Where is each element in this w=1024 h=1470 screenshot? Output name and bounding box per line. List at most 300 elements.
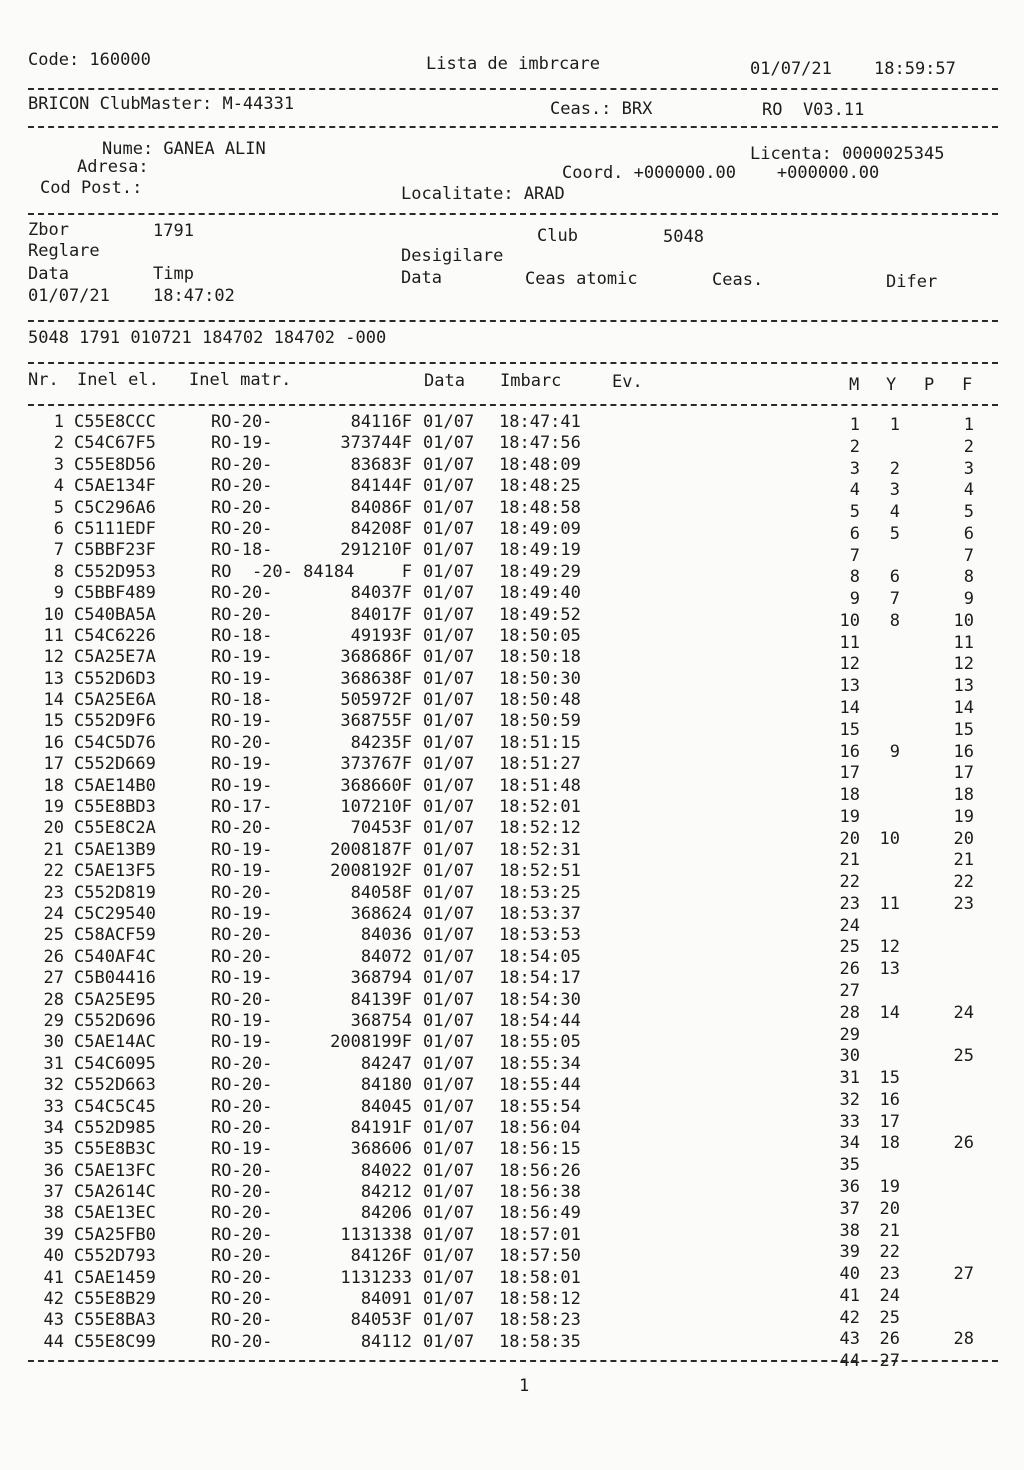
row-ro-prefix: RO-20- <box>211 476 273 497</box>
row-arrival-time: 18:50:05 <box>499 625 581 646</box>
row-m: 39 <box>839 1242 860 1263</box>
row-arrival-time: 18:54:05 <box>499 946 581 967</box>
row-inel-el: C552D6D3 <box>74 668 156 689</box>
row-ro-prefix: RO-19- <box>211 903 273 924</box>
row-m: 14 <box>839 698 860 719</box>
row-m: 35 <box>839 1155 860 1176</box>
timp-label: Timp <box>153 264 194 284</box>
row-nr: 1 <box>53 412 64 432</box>
difer-label: Difer <box>886 272 938 292</box>
row-ro-prefix: RO-17- <box>211 797 273 818</box>
divider <box>28 404 998 406</box>
row-ring-number: 84037F <box>350 583 412 604</box>
row-ro-prefix: RO-20- <box>211 882 273 903</box>
address-label: Adresa: <box>77 157 149 177</box>
row-inel-el: C540BA5A <box>74 604 156 625</box>
row-date: 01/07 <box>423 1331 475 1352</box>
row-arrival-time: 18:58:01 <box>499 1267 581 1288</box>
row-f: 28 <box>953 1329 974 1350</box>
row-ro-prefix: RO-19- <box>211 1139 273 1160</box>
row-inel-el: C54C5C45 <box>74 1096 156 1117</box>
row-y: 12 <box>879 937 900 958</box>
row-y: 8 <box>889 610 900 631</box>
row-nr: 44 <box>43 1331 64 1352</box>
row-nr: 5 <box>53 497 64 518</box>
row-date: 01/07 <box>423 540 475 561</box>
row-ring-number: 84072 <box>360 946 412 967</box>
reglare-label: Reglare <box>28 241 100 261</box>
row-arrival-time: 18:54:44 <box>499 1010 581 1031</box>
row-nr: 38 <box>43 1203 64 1224</box>
report-time: 18:59:57 <box>874 59 956 79</box>
row-f: 19 <box>953 806 974 827</box>
row-m: 12 <box>839 654 860 675</box>
row-nr: 6 <box>53 518 64 539</box>
row-ro-prefix: RO-19- <box>211 433 273 454</box>
row-inel-el: C54C6226 <box>74 625 156 646</box>
row-inel-el: C58ACF59 <box>74 925 156 946</box>
row-ring-number: 84022 <box>360 1160 412 1181</box>
row-f: 13 <box>953 676 974 697</box>
row-m: 30 <box>839 1046 860 1067</box>
row-f: 9 <box>963 589 974 610</box>
flight-label: Zbor <box>28 220 69 240</box>
row-inel-el: C55E8C99 <box>74 1331 156 1352</box>
row-y: 5 <box>889 523 900 544</box>
row-f: 14 <box>953 698 974 719</box>
row-y: 20 <box>879 1198 900 1219</box>
row-f: 16 <box>953 741 974 762</box>
row-date: 01/07 <box>423 946 475 967</box>
row-inel-el: C5AE134F <box>74 476 156 497</box>
row-inel-el: C5111EDF <box>74 518 156 539</box>
row-nr: 27 <box>43 968 64 989</box>
row-nr: 12 <box>43 647 64 668</box>
row-date: 01/07 <box>423 1310 475 1331</box>
row-f: 23 <box>953 893 974 914</box>
row-ro-prefix: RO-19- <box>211 711 273 732</box>
row-date: 01/07 <box>423 668 475 689</box>
row-date: 01/07 <box>423 1032 475 1053</box>
row-nr: 41 <box>43 1267 64 1288</box>
row-ring-number: 368754 <box>350 1010 412 1031</box>
row-date: 01/07 <box>423 732 475 753</box>
row-m: 43 <box>839 1329 860 1350</box>
row-f: 21 <box>953 850 974 871</box>
col-imbarc: Imbarc <box>500 371 562 391</box>
row-nr: 31 <box>43 1053 64 1074</box>
row-ring-number: 368755F <box>340 711 412 732</box>
row-date: 01/07 <box>423 1075 475 1096</box>
row-date: 01/07 <box>423 561 475 582</box>
row-ro-prefix: RO-20- <box>211 497 273 518</box>
flight-summary: 5048 1791 010721 184702 184702 -000 <box>28 328 387 348</box>
row-ring-number: 84206 <box>360 1203 412 1224</box>
col-inel-matr: Inel matr. <box>189 370 292 390</box>
row-inel-el: C54C67F5 <box>74 433 156 454</box>
row-ro-prefix: RO-19- <box>211 775 273 796</box>
row-ro-prefix: RO-20- <box>211 989 273 1010</box>
row-inel-el: C5AE13B9 <box>74 839 156 860</box>
row-date: 01/07 <box>423 1224 475 1245</box>
row-ring-number: 84191F <box>350 1117 412 1138</box>
row-date: 01/07 <box>423 1010 475 1031</box>
row-inel-el: C552D663 <box>74 1075 156 1096</box>
desigilare-label: Desigilare <box>401 246 504 266</box>
locality: Localitate: ARAD <box>401 184 565 204</box>
row-nr: 20 <box>43 818 64 839</box>
row-inel-el: C55E8C2A <box>74 818 156 839</box>
row-f: 18 <box>953 785 974 806</box>
row-ro-prefix: RO-19- <box>211 968 273 989</box>
row-arrival-time: 18:49:40 <box>499 583 581 604</box>
row-ring-number: 368624 <box>350 903 412 924</box>
row-f: 7 <box>963 545 974 566</box>
row-ring-number: 2008199F <box>330 1032 412 1053</box>
coordinates: Coord. +000000.00 +000000.00 <box>562 163 880 183</box>
row-nr: 11 <box>43 625 64 646</box>
row-inel-el: C54C6095 <box>74 1053 156 1074</box>
row-date: 01/07 <box>423 690 475 711</box>
row-ring-number: 368606 <box>350 1139 412 1160</box>
row-ring-number: 1131233 <box>340 1267 412 1288</box>
row-date: 01/07 <box>423 412 475 432</box>
divider <box>28 126 998 128</box>
row-date: 01/07 <box>423 1053 475 1074</box>
row-inel-el: C55E8BD3 <box>74 797 156 818</box>
row-inel-el: C5BBF489 <box>74 583 156 604</box>
row-ro-prefix: RO-19- <box>211 1010 273 1031</box>
table-row <box>0 583 1024 610</box>
row-ro-prefix: RO-20- <box>211 1075 273 1096</box>
row-m: 15 <box>839 719 860 740</box>
row-m: 5 <box>849 502 860 523</box>
row-m: 1 <box>849 415 860 435</box>
row-nr: 34 <box>43 1117 64 1138</box>
col-nr: Nr. <box>28 370 59 390</box>
row-arrival-time: 18:56:38 <box>499 1182 581 1203</box>
row-nr: 17 <box>43 754 64 775</box>
row-m: 23 <box>839 893 860 914</box>
row-ro-prefix: RO-19- <box>211 861 273 882</box>
row-arrival-time: 18:56:49 <box>499 1203 581 1224</box>
row-m: 42 <box>839 1307 860 1328</box>
row-nr: 37 <box>43 1182 64 1203</box>
flight-time: 18:47:02 <box>153 286 235 306</box>
row-f: 10 <box>953 610 974 631</box>
row-y: 13 <box>879 959 900 980</box>
row-arrival-time: 18:50:18 <box>499 647 581 668</box>
row-nr: 36 <box>43 1160 64 1181</box>
row-inel-el: C5AE13F5 <box>74 861 156 882</box>
row-arrival-time: 18:52:31 <box>499 839 581 860</box>
row-ro-prefix: RO-19- <box>211 839 273 860</box>
row-inel-el: C552D669 <box>74 754 156 775</box>
row-f: 26 <box>953 1133 974 1154</box>
row-y: 25 <box>879 1307 900 1328</box>
row-nr: 30 <box>43 1032 64 1053</box>
divider <box>28 213 998 215</box>
row-m: 44 <box>839 1351 860 1372</box>
row-date: 01/07 <box>423 1267 475 1288</box>
row-f: 25 <box>953 1046 974 1067</box>
row-ro-prefix: RO-20- <box>211 1267 273 1288</box>
row-ro-prefix: RO-19- <box>211 1032 273 1053</box>
row-inel-el: C552D793 <box>74 1246 156 1267</box>
row-date: 01/07 <box>423 711 475 732</box>
table-row <box>0 540 1024 566</box>
row-ring-number: 70453F <box>350 818 412 839</box>
row-f: 22 <box>953 872 974 893</box>
row-ring-number: 2008192F <box>330 861 412 882</box>
version-label: RO V03.11 <box>762 100 865 120</box>
row-inel-el: C5A25E6A <box>74 690 156 711</box>
row-date: 01/07 <box>423 903 475 924</box>
row-ring-number: 84208F <box>350 518 412 539</box>
row-y: 2 <box>889 458 900 479</box>
row-ro-prefix: RO-18- <box>211 690 273 711</box>
row-y: 1 <box>889 415 900 435</box>
table-row <box>0 690 1024 719</box>
row-ring-number: 373744F <box>340 433 412 454</box>
row-ring-number: 84144F <box>350 476 412 497</box>
col-y: Y <box>886 375 897 395</box>
row-y: 18 <box>879 1133 900 1154</box>
row-date: 01/07 <box>423 433 475 454</box>
flight-date: 01/07/21 <box>28 286 110 306</box>
row-arrival-time: 18:55:44 <box>499 1075 581 1096</box>
row-m: 31 <box>839 1068 860 1089</box>
row-nr: 22 <box>43 861 64 882</box>
row-nr: 2 <box>53 433 64 454</box>
table-row <box>0 732 1024 762</box>
page-title: Lista de imbrcare <box>426 54 600 74</box>
row-ring-number: 373767F <box>340 754 412 775</box>
row-ro-prefix: RO-20- <box>211 412 273 432</box>
row-nr: 35 <box>43 1139 64 1160</box>
row-m: 11 <box>839 632 860 653</box>
flight-number: 1791 <box>153 221 194 241</box>
divider <box>28 1360 998 1362</box>
row-inel-el: C552D819 <box>74 882 156 903</box>
row-date: 01/07 <box>423 839 475 860</box>
row-ro-prefix: RO-20- <box>211 1224 273 1245</box>
row-nr: 15 <box>43 711 64 732</box>
table-row <box>0 647 1024 675</box>
row-date: 01/07 <box>423 583 475 604</box>
row-ring-number: 84139F <box>350 989 412 1010</box>
row-ring-number: 84053F <box>350 1310 412 1331</box>
row-date: 01/07 <box>423 1139 475 1160</box>
row-f: 4 <box>963 480 974 501</box>
row-f: 3 <box>963 458 974 479</box>
table-row <box>0 476 1024 501</box>
row-inel-el: C5A25E95 <box>74 989 156 1010</box>
row-date: 01/07 <box>423 647 475 668</box>
row-nr: 42 <box>43 1289 64 1310</box>
row-f: 15 <box>953 719 974 740</box>
row-inel-el: C5C296A6 <box>74 497 156 518</box>
row-ring-number: 84045 <box>360 1096 412 1117</box>
row-arrival-time: 18:54:17 <box>499 968 581 989</box>
row-ro-prefix: RO-20- <box>211 818 273 839</box>
row-m: 8 <box>849 567 860 588</box>
row-nr: 23 <box>43 882 64 903</box>
row-nr: 32 <box>43 1075 64 1096</box>
owner-name: Nume: GANEA ALIN <box>102 139 266 159</box>
row-ro-prefix: RO -20- 84184 <box>211 561 355 582</box>
row-inel-el: C5BBF23F <box>74 540 156 561</box>
row-inel-el: C55E8BA3 <box>74 1310 156 1331</box>
row-nr: 24 <box>43 903 64 924</box>
row-ring-number: F <box>401 561 412 582</box>
row-date: 01/07 <box>423 497 475 518</box>
row-ring-number: 84091 <box>360 1289 412 1310</box>
row-nr: 40 <box>43 1246 64 1267</box>
row-inel-el: C55E8D56 <box>74 454 156 475</box>
row-ring-number: 368638F <box>340 668 412 689</box>
row-arrival-time: 18:48:25 <box>499 476 581 497</box>
ceas-atomic-label: Ceas atomic <box>525 269 638 289</box>
table-row <box>0 454 1024 479</box>
row-ro-prefix: RO-20- <box>211 1289 273 1310</box>
row-ro-prefix: RO-20- <box>211 1331 273 1352</box>
row-m: 41 <box>839 1285 860 1306</box>
row-date: 01/07 <box>423 1096 475 1117</box>
table-row <box>0 497 1024 523</box>
row-ro-prefix: RO-20- <box>211 604 273 625</box>
row-m: 28 <box>839 1002 860 1023</box>
row-arrival-time: 18:48:09 <box>499 454 581 475</box>
row-y: 7 <box>889 589 900 610</box>
row-m: 13 <box>839 676 860 697</box>
table-row <box>0 518 1024 544</box>
row-arrival-time: 18:58:35 <box>499 1331 581 1352</box>
row-arrival-time: 18:47:56 <box>499 433 581 454</box>
club-number: 5048 <box>663 227 704 247</box>
row-nr: 39 <box>43 1224 64 1245</box>
row-inel-el: C552D9F6 <box>74 711 156 732</box>
row-arrival-time: 18:50:59 <box>499 711 581 732</box>
row-y: 26 <box>879 1329 900 1350</box>
row-nr: 28 <box>43 989 64 1010</box>
row-date: 01/07 <box>423 775 475 796</box>
row-arrival-time: 18:50:48 <box>499 690 581 711</box>
row-m: 37 <box>839 1198 860 1219</box>
row-f: 11 <box>953 632 974 653</box>
row-ring-number: 84058F <box>350 882 412 903</box>
row-arrival-time: 18:49:52 <box>499 604 581 625</box>
row-ring-number: 2008187F <box>330 839 412 860</box>
row-date: 01/07 <box>423 625 475 646</box>
row-nr: 25 <box>43 925 64 946</box>
row-date: 01/07 <box>423 861 475 882</box>
table-row <box>0 818 1024 849</box>
row-date: 01/07 <box>423 1289 475 1310</box>
row-m: 25 <box>839 937 860 958</box>
row-arrival-time: 18:49:09 <box>499 518 581 539</box>
row-inel-el: C5AE1459 <box>74 1267 156 1288</box>
row-y: 27 <box>879 1351 900 1372</box>
row-arrival-time: 18:56:26 <box>499 1160 581 1181</box>
row-date: 01/07 <box>423 797 475 818</box>
row-ring-number: 83683F <box>350 454 412 475</box>
row-arrival-time: 18:55:05 <box>499 1032 581 1053</box>
row-arrival-time: 18:53:25 <box>499 882 581 903</box>
row-ring-number: 1131338 <box>340 1224 412 1245</box>
row-y: 15 <box>879 1068 900 1089</box>
page-number: 1 <box>519 1376 530 1396</box>
row-ro-prefix: RO-20- <box>211 1182 273 1203</box>
row-date: 01/07 <box>423 1246 475 1267</box>
data-label: Data <box>28 264 69 284</box>
row-m: 22 <box>839 872 860 893</box>
row-arrival-time: 18:52:12 <box>499 818 581 839</box>
row-arrival-time: 18:49:19 <box>499 540 581 561</box>
row-f: 17 <box>953 763 974 784</box>
code-label: Code: 160000 <box>28 50 151 70</box>
col-inel-el: Inel el. <box>77 370 159 390</box>
row-y: 6 <box>889 567 900 588</box>
row-date: 01/07 <box>423 754 475 775</box>
row-m: 40 <box>839 1264 860 1285</box>
table-row <box>0 561 1024 588</box>
row-ro-prefix: RO-19- <box>211 647 273 668</box>
row-inel-el: C5AE14B0 <box>74 775 156 796</box>
row-m: 26 <box>839 959 860 980</box>
row-arrival-time: 18:53:53 <box>499 925 581 946</box>
row-ro-prefix: RO-20- <box>211 1160 273 1181</box>
row-nr: 14 <box>43 690 64 711</box>
row-m: 4 <box>849 480 860 501</box>
row-nr: 9 <box>53 583 64 604</box>
row-arrival-time: 18:52:51 <box>499 861 581 882</box>
row-date: 01/07 <box>423 882 475 903</box>
col-f: F <box>962 375 973 395</box>
row-ro-prefix: RO-20- <box>211 454 273 475</box>
divider <box>28 362 998 364</box>
table-row <box>0 1331 1024 1372</box>
row-m: 34 <box>839 1133 860 1154</box>
row-f: 6 <box>963 523 974 544</box>
row-f: 20 <box>953 828 974 849</box>
row-y: 3 <box>889 480 900 501</box>
row-m: 20 <box>839 828 860 849</box>
table-row <box>0 625 1024 653</box>
row-inel-el: C5C29540 <box>74 903 156 924</box>
row-ro-prefix: RO-18- <box>211 540 273 561</box>
row-ring-number: 368794 <box>350 968 412 989</box>
row-m: 36 <box>839 1176 860 1197</box>
row-m: 38 <box>839 1220 860 1241</box>
row-ring-number: 84180 <box>360 1075 412 1096</box>
clubmaster-label: BRICON ClubMaster: M-44331 <box>28 94 295 114</box>
row-arrival-time: 18:51:48 <box>499 775 581 796</box>
row-arrival-time: 18:56:15 <box>499 1139 581 1160</box>
row-f: 12 <box>953 654 974 675</box>
row-nr: 29 <box>43 1010 64 1031</box>
table-row <box>0 711 1024 740</box>
row-inel-el: C5A25E7A <box>74 647 156 668</box>
row-ring-number: 368660F <box>340 775 412 796</box>
row-m: 27 <box>839 981 860 1002</box>
data-label-2: Data <box>401 268 442 288</box>
row-ro-prefix: RO-20- <box>211 1246 273 1267</box>
table-row <box>0 839 1024 871</box>
row-inel-el: C5A25FB0 <box>74 1224 156 1245</box>
row-ring-number: 84116F <box>350 412 412 432</box>
row-ring-number: 368686F <box>340 647 412 668</box>
